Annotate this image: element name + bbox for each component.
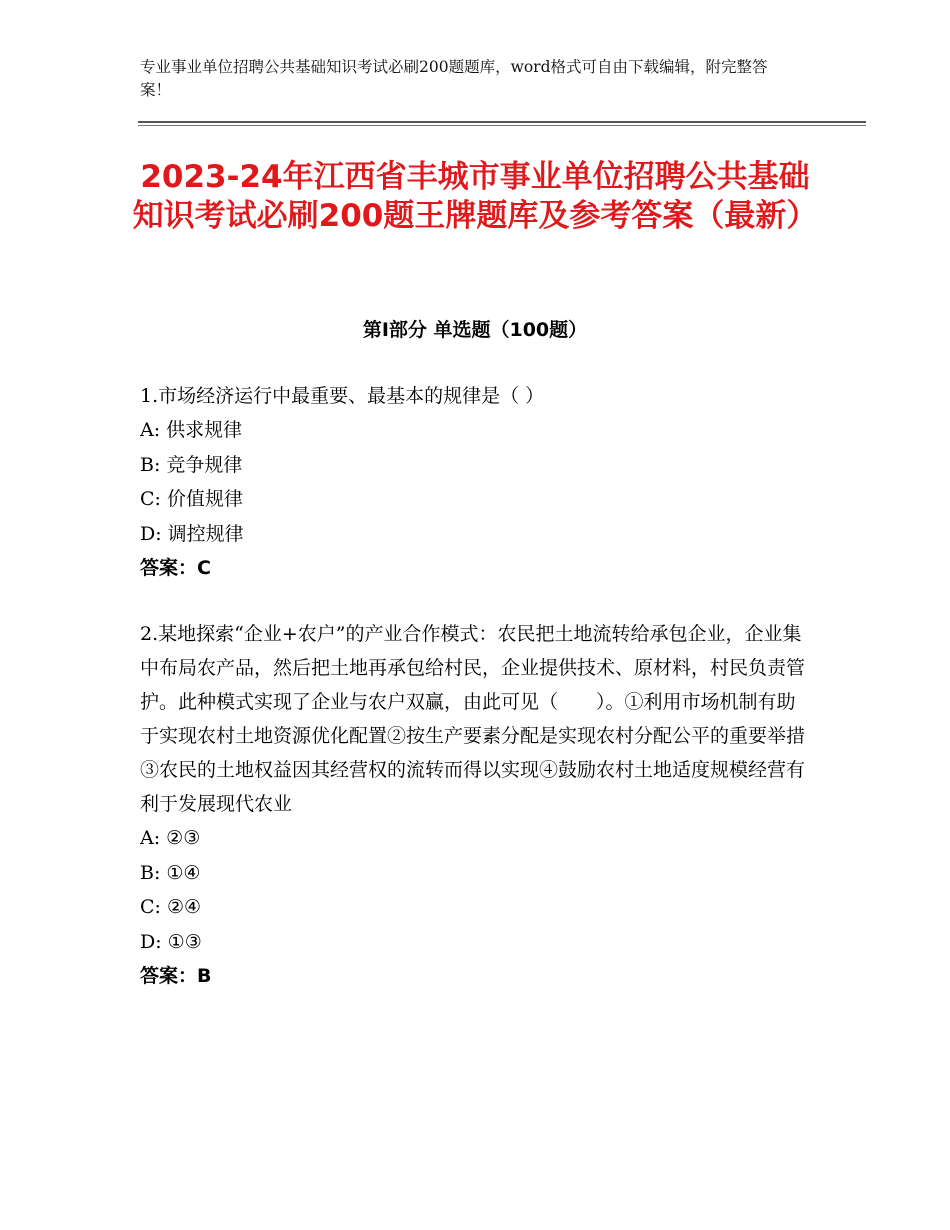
- header-divider-thin: [138, 125, 866, 126]
- question-1: [140, 379, 810, 586]
- option-a: A: 供求规律: [140, 419, 243, 441]
- document-title: 2023-24年江西省丰城市事业单位招聘公共基础知识考试必刷200题王牌题库及参考答案（最新）: [132, 159, 818, 234]
- option-c: C: ②④: [140, 896, 202, 918]
- question-stem: 1.市场经济运行中最重要、最基本的规律是（ ）: [140, 385, 545, 407]
- section-title: 第Ⅰ部分 单选题（100题）: [362, 319, 588, 341]
- question-2: [140, 617, 810, 994]
- option-b: B: ①④: [140, 861, 201, 884]
- answer-label: 答案：B: [140, 965, 212, 987]
- header-note: 专业事业单位招聘公共基础知识考试必刷200题题库，word格式可自由下载编辑，附完整答案！: [140, 58, 768, 99]
- option-a: A: ②③: [140, 827, 201, 849]
- question-stem: 2.某地探索“企业+农户”的产业合作模式：农民把土地流转给承包企业，企业集中布局农产品，然后把土地再承包给村民，企业提供技术、原材料，村民负责管护。此种模式实现了企业与农户双赢，由此可见（ ）。①利用市场机制有助于实现农村土地资源优化配置②按生产要素分配是实现农村分配公平的重要举措③农民的土地权益因其经营权的流转而得以实现④鼓励农村土地适度规模经营有利于发展现代农业: [140, 623, 806, 815]
- header-divider-thick: [138, 121, 866, 123]
- option-c: C: 价值规律: [140, 488, 243, 510]
- option-d: D: 调控规律: [140, 522, 244, 545]
- answer-label: 答案：C: [140, 557, 211, 579]
- option-d: D: ①③: [140, 930, 202, 953]
- option-b: B: 竞争规律: [140, 453, 243, 476]
